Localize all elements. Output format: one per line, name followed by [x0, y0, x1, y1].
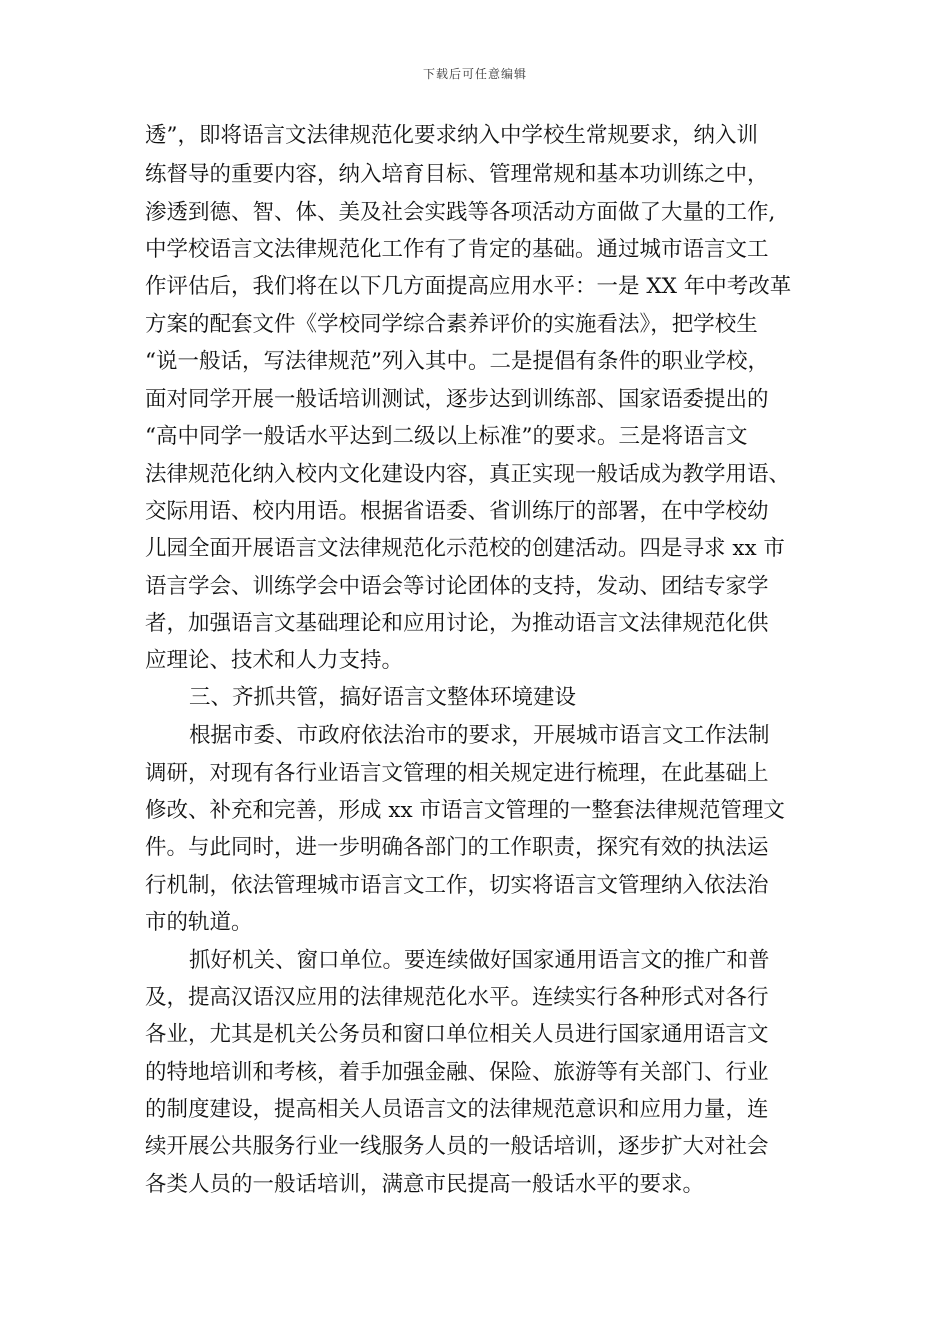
text-line: 儿园全面开展语言文法律规范化示范校的创建活动。四是寻求 xx 市: [145, 536, 785, 561]
text-line: “说一般话，写法律规范”列入其中。二是提倡有条件的职业学校，: [145, 349, 769, 374]
text-line: 者，加强语言文基础理论和应用讨论，为推动语言文法律规范化供: [145, 611, 769, 636]
text-line: 各类人员的一般话培训，满意市民提高一般话水平的要求。: [145, 1172, 705, 1197]
text-line: 练督导的重要内容，纳入培育目标、管理常规和基本功训练之中，: [145, 162, 769, 187]
text-line: 作评估后，我们将在以下几方面提高应用水平：一是 XX 年中考改革: [145, 274, 792, 299]
text-line: 交际用语、校内用语。根据省语委、省训练厅的部署，在中学校幼: [145, 499, 769, 524]
text-line: 面对同学开展一般话培训测试，逐步达到训练部、国家语委提出的: [145, 387, 769, 412]
text-line: 的制度建设，提高相关人员语言文的法律规范意识和应用力量，连: [145, 1097, 769, 1122]
text-line: 各业，尤其是机关公务员和窗口单位相关人员进行国家通用语言文: [145, 1022, 769, 1047]
text-line: 方案的配套文件《学校同学综合素养评价的实施看法》，把学校生: [145, 312, 758, 337]
text-line: 法律规范化纳入校内文化建设内容，真正实现一般话成为教学用语、: [145, 462, 791, 487]
text-line: 根据市委、市政府依法治市的要求，开展城市语言文工作法制: [189, 723, 770, 748]
text-line: 语言学会、训练学会中语会等讨论团体的支持，发动、团结专家学: [145, 574, 769, 599]
text-line: 及，提高汉语汉应用的法律规范化水平。连续实行各种形式对各行: [145, 985, 769, 1010]
text-line: 中学校语言文法律规范化工作有了肯定的基础。通过城市语言文工: [145, 237, 769, 262]
text-line: 件。与此同时，进一步明确各部门的工作职责，探究有效的执法运: [145, 835, 769, 860]
text-line: 市的轨道。: [145, 910, 253, 935]
text-line: “高中同学一般话水平达到二级以上标准”的要求。三是将语言文: [145, 424, 748, 449]
text-line: 修改、补充和完善，形成 xx 市语言文管理的一整套法律规范管理文: [145, 798, 785, 823]
header-note: 下载后可任意编辑: [422, 67, 527, 81]
text-line: 行机制，依法管理城市语言文工作，切实将语言文管理纳入依法治: [145, 873, 769, 898]
text-line: 透”，即将语言文法律规范化要求纳入中学校生常规要求，纳入训: [145, 123, 758, 148]
text-line: 的特地培训和考核，着手加强金融、保险、旅游等有关部门、行业: [145, 1060, 769, 1085]
text-line: 抓好机关、窗口单位。要连续做好国家通用语言文的推广和普: [189, 948, 770, 973]
text-line: 续开展公共服务行业一线服务人员的一般话培训，逐步扩大对社会: [145, 1134, 769, 1159]
text-line: 调研，对现有各行业语言文管理的相关规定进行梳理，在此基础上: [145, 761, 769, 786]
text-line: 应理论、技术和人力支持。: [145, 648, 404, 673]
text-line: 渗透到德、智、体、美及社会实践等各项活动方面做了大量的工作,: [145, 200, 776, 225]
section-heading: 三、齐抓共管，搞好语言文整体环境建设: [189, 685, 577, 710]
